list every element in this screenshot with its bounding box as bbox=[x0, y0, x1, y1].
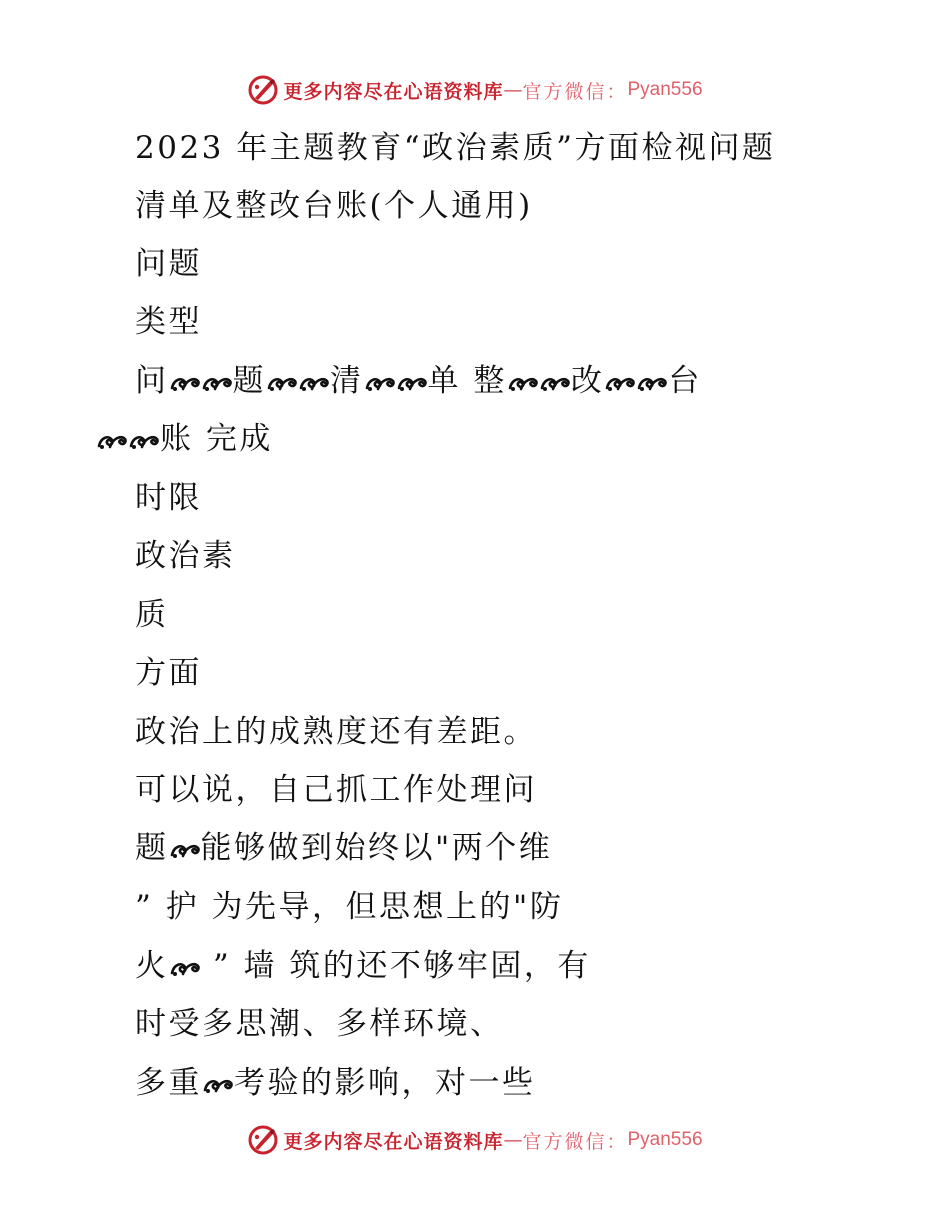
header-brand: 更多内容尽在心语资料库 bbox=[283, 80, 504, 103]
swirl-ornament-icon bbox=[170, 373, 200, 393]
text-fragment: 问 bbox=[135, 363, 169, 399]
text-fragment: 题 bbox=[135, 830, 169, 866]
footer-account-label: 官方微信： bbox=[522, 1130, 628, 1153]
doc-text-line: 政治素 bbox=[135, 538, 236, 574]
footer-brand: 更多内容尽在心语资料库 bbox=[283, 1130, 504, 1153]
doc-text-line: 类型 bbox=[135, 304, 202, 340]
swirl-ornament-icon bbox=[605, 373, 635, 393]
doc-text-line: 问题 bbox=[135, 246, 202, 282]
swirl-ornament-icon bbox=[299, 373, 329, 393]
text-fragment: ” 墙 筑的还不够牢固，有 bbox=[200, 948, 591, 984]
doc-text-line: 方面 bbox=[135, 655, 202, 691]
swirl-ornament-icon bbox=[203, 1075, 233, 1095]
footer-dash: — bbox=[503, 1129, 523, 1151]
text-fragment: 账 完成 bbox=[160, 421, 273, 457]
doc-text-line: 政治上的成熟度还有差距。 bbox=[135, 714, 537, 750]
swirl-ornament-icon bbox=[202, 373, 232, 393]
swirl-ornament-icon bbox=[397, 373, 427, 393]
swirl-ornament-icon bbox=[540, 373, 570, 393]
doc-text-line bbox=[135, 1063, 536, 1103]
doc-header-row-line bbox=[135, 361, 702, 401]
doc-text-line: 时受多思潮、多样环境、 bbox=[135, 1006, 504, 1042]
doc-text-line: 时限 bbox=[135, 480, 202, 516]
doc-text-line: 质 bbox=[135, 597, 169, 633]
swirl-ornament-icon bbox=[129, 431, 159, 451]
doc-text-line: ” 护 为先导，但思想上的"防 bbox=[135, 889, 564, 925]
text-fragment: 火 bbox=[135, 948, 169, 984]
doc-title-line-1: 2023 年主题教育“政治素质”方面检视问题 bbox=[135, 130, 776, 166]
header-dash: — bbox=[503, 79, 523, 101]
doc-text-line bbox=[135, 828, 552, 868]
swirl-ornament-icon bbox=[267, 373, 297, 393]
swirl-ornament-icon bbox=[170, 958, 200, 978]
text-fragment: 题 bbox=[232, 363, 266, 399]
footer-banner bbox=[0, 1120, 950, 1160]
doc-header-row-line bbox=[96, 419, 273, 459]
pen-logo-icon bbox=[247, 74, 279, 106]
pen-logo-icon bbox=[247, 1124, 279, 1156]
text-fragment: 单 整 bbox=[427, 363, 507, 399]
text-fragment: 清 bbox=[330, 363, 364, 399]
swirl-ornament-icon bbox=[637, 373, 667, 393]
text-fragment: 多重 bbox=[135, 1065, 202, 1101]
header-account-label: 官方微信： bbox=[522, 80, 628, 103]
swirl-ornament-icon bbox=[508, 373, 538, 393]
text-fragment: 能够做到始终以"两个维 bbox=[200, 830, 553, 866]
text-fragment: 考验的影响，对一些 bbox=[234, 1065, 536, 1101]
doc-text-line: 可以说，自己抓工作处理问 bbox=[135, 772, 537, 808]
footer-account-id: Pyan556 bbox=[627, 1129, 703, 1150]
doc-text-line bbox=[135, 946, 591, 986]
swirl-ornament-icon bbox=[170, 840, 200, 860]
text-fragment: 改 bbox=[570, 363, 605, 399]
swirl-ornament-icon bbox=[365, 373, 395, 393]
doc-title-line-2: 清单及整改台账(个人通用) bbox=[135, 188, 533, 224]
swirl-ornament-icon bbox=[97, 431, 127, 451]
header-account-id: Pyan556 bbox=[627, 79, 703, 100]
header-banner bbox=[0, 70, 950, 110]
text-fragment: 台 bbox=[668, 363, 702, 399]
